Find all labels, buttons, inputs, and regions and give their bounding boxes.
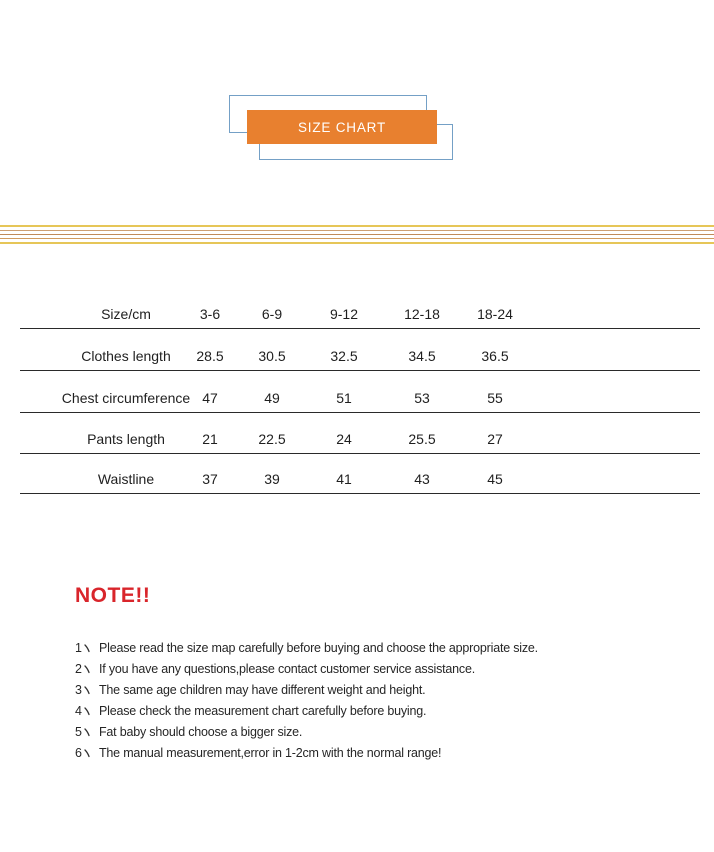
note-text: Please check the measurement chart carefully before buying. xyxy=(99,704,427,718)
banner-title: SIZE CHART xyxy=(297,119,386,135)
table-cell: 25.5 xyxy=(408,431,436,447)
table-cell: 22.5 xyxy=(258,431,286,447)
note-item xyxy=(75,638,538,659)
table-cell: 37 xyxy=(202,471,218,487)
enumeration-comma-icon xyxy=(84,638,92,659)
note-text: The manual measurement,error in 1-2cm with the normal range! xyxy=(99,746,442,760)
enumeration-comma-icon xyxy=(84,659,92,680)
divider-line xyxy=(0,238,714,239)
column-header: 12-18 xyxy=(404,306,440,322)
divider-line xyxy=(0,225,714,227)
table-cell: 27 xyxy=(487,431,503,447)
table-cell: 41 xyxy=(336,471,352,487)
table-cell: 39 xyxy=(264,471,280,487)
table-cell: 45 xyxy=(487,471,503,487)
column-header: 6-9 xyxy=(261,306,283,322)
note-item xyxy=(75,659,538,680)
table-cell: 55 xyxy=(487,390,503,406)
table-cell: 30.5 xyxy=(258,348,286,364)
table-row xyxy=(20,371,700,413)
note-item xyxy=(75,701,538,722)
table-cell: 49 xyxy=(264,390,280,406)
note-text: Please read the size map carefully before buying and choose the appropriate size. xyxy=(99,641,538,655)
note-text: The same age children may have different weight and height. xyxy=(99,683,426,697)
table-corner-label: Size/cm xyxy=(101,306,151,322)
note-item xyxy=(75,680,538,701)
table-cell: 53 xyxy=(414,390,430,406)
table-header-row xyxy=(20,300,700,329)
table-cell: 24 xyxy=(336,431,352,447)
table-cell: 32.5 xyxy=(330,348,358,364)
column-header: 3-6 xyxy=(199,306,221,322)
table-cell: 21 xyxy=(202,431,218,447)
note-number: 2 xyxy=(75,662,82,676)
row-label: Clothes length xyxy=(81,348,171,364)
note-number: 6 xyxy=(75,746,82,760)
row-label: Pants length xyxy=(87,431,165,447)
note-item xyxy=(75,743,538,764)
note-number: 1 xyxy=(75,641,82,655)
divider-line xyxy=(0,242,714,244)
banner-title-box xyxy=(247,110,437,144)
table-row xyxy=(20,454,700,494)
note-number: 3 xyxy=(75,683,82,697)
note-number: 4 xyxy=(75,704,82,718)
table-cell: 34.5 xyxy=(408,348,436,364)
note-heading: NOTE!! xyxy=(75,584,151,607)
enumeration-comma-icon xyxy=(84,722,92,743)
table-cell: 51 xyxy=(336,390,352,406)
enumeration-comma-icon xyxy=(84,743,92,764)
divider-line xyxy=(0,230,714,231)
row-label: Waistline xyxy=(97,471,155,487)
table-cell: 47 xyxy=(202,390,218,406)
size-table xyxy=(20,300,700,494)
table-cell: 43 xyxy=(414,471,430,487)
enumeration-comma-icon xyxy=(84,701,92,722)
table-cell: 28.5 xyxy=(196,348,224,364)
note-text: If you have any questions,please contact customer service assistance. xyxy=(99,662,475,676)
row-label: Chest circumference xyxy=(61,390,191,406)
table-cell: 36.5 xyxy=(481,348,509,364)
note-number: 5 xyxy=(75,725,82,739)
column-header: 18-24 xyxy=(477,306,513,322)
note-text: Fat baby should choose a bigger size. xyxy=(99,725,303,739)
note-list xyxy=(75,638,538,764)
enumeration-comma-icon xyxy=(84,680,92,701)
divider-line xyxy=(0,234,714,235)
note-item xyxy=(75,722,538,743)
table-row xyxy=(20,413,700,454)
column-header: 9-12 xyxy=(329,306,359,322)
table-row xyxy=(20,329,700,371)
